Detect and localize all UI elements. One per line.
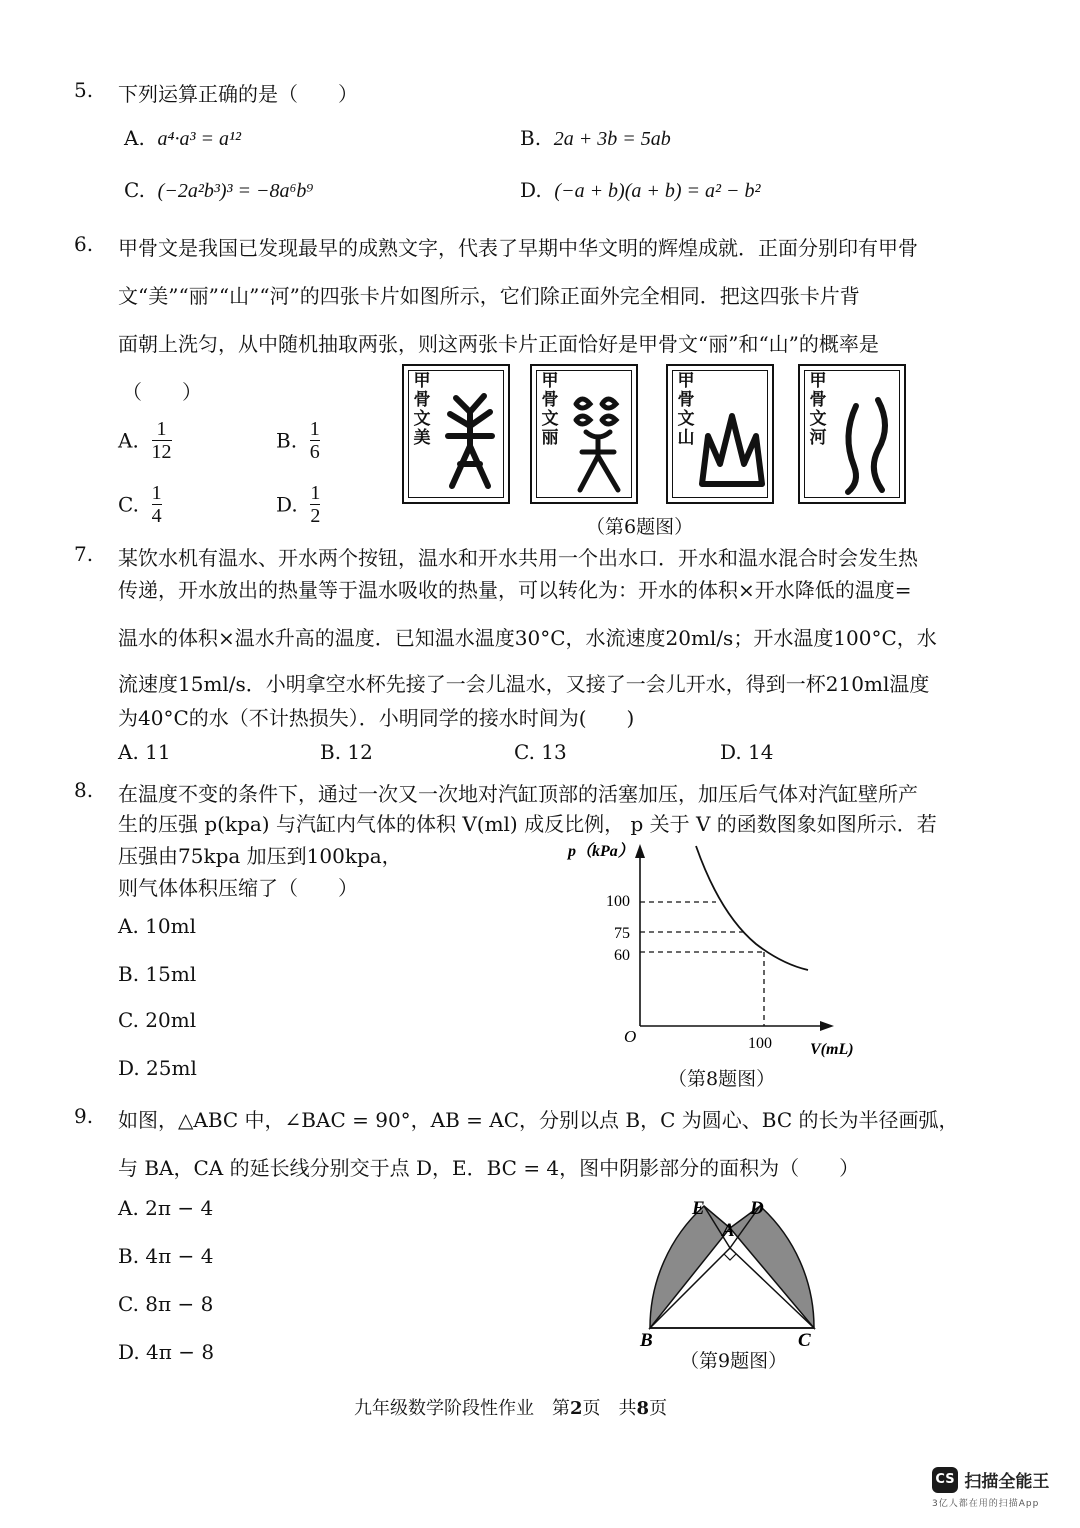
q7-option-d: D. 14 xyxy=(720,740,774,764)
q9-label-a: A xyxy=(722,1220,735,1241)
q6-option-d-numerator: 1 xyxy=(310,482,321,504)
footer-page-number: 2 xyxy=(570,1398,583,1419)
q9-line-2: 与 BA，CA 的延长线分别交于点 D，E．BC = 4，图中阴影部分的面积为（ ） xyxy=(118,1156,860,1180)
q6-option-b-denominator: 6 xyxy=(309,441,320,463)
q7-option-b: B. 12 xyxy=(320,740,373,764)
footer-text: 九年级数学阶段性作业 第 xyxy=(354,1398,570,1419)
q9-caption: （第9题图） xyxy=(680,1350,788,1372)
q7-line-4: 流速度15ml/s．小明拿空水杯先接了一会儿温水，又接了一会儿开水，得到一杯210ml温度 xyxy=(118,672,930,696)
q8-option-d: D. 25ml xyxy=(118,1056,197,1080)
q6-option-b-key: B. xyxy=(276,428,298,453)
q9-option-a: A. 2π − 4 xyxy=(118,1196,214,1220)
q8-y-label: p（kPa） xyxy=(568,843,634,860)
q8-ytick-75: 75 xyxy=(614,925,630,942)
q8-caption: （第8题图） xyxy=(668,1068,776,1090)
scanner-watermark xyxy=(932,1466,1049,1509)
q9-label-d: D xyxy=(750,1198,764,1219)
footer-total-pages: 8 xyxy=(636,1398,650,1419)
oracle-glyph-he-icon xyxy=(834,386,898,498)
q9-option-c: C. 8π − 8 xyxy=(118,1292,214,1316)
q8-option-c: C. 20ml xyxy=(118,1008,197,1032)
q6-option-b xyxy=(276,418,320,463)
q8-origin: O xyxy=(624,1027,637,1046)
q8-number: 8. xyxy=(74,778,94,802)
q9-label-c: C xyxy=(798,1330,811,1351)
oracle-card-he-label: 甲骨文河 xyxy=(809,371,827,448)
q5-option-d-key: D. xyxy=(520,178,542,202)
q5-option-a xyxy=(124,126,241,151)
q9-label-e: E xyxy=(692,1198,705,1219)
q8-line-3: 压强由75kpa 加压到100kpa， xyxy=(118,844,402,868)
q6-number: 6. xyxy=(74,232,94,256)
q9-line-1: 如图，△ABC 中，∠BAC = 90°，AB = AC，分别以点 B，C 为圆心、BC 的长为半径画弧， xyxy=(118,1108,959,1132)
q6-bracket: （ ） xyxy=(122,380,202,404)
q7-line-1: 某饮水机有温水、开水两个按钮，温水和开水共用一个出水口．开水和温水混合时会发生热 xyxy=(118,546,918,570)
q8-option-a: A. 10ml xyxy=(118,914,196,938)
q7-line-2: 传递，开水放出的热量等于温水吸收的热量，可以转化为：开水的体积×开水降低的温度= xyxy=(118,578,912,602)
watermark-name: 扫描全能王 xyxy=(964,1472,1050,1492)
q5-option-b xyxy=(520,126,671,151)
q9-number: 9. xyxy=(74,1104,94,1128)
oracle-glyph-mei-icon xyxy=(438,386,502,498)
q8-x-label: V(mL) xyxy=(810,1041,854,1058)
q6-option-b-fraction xyxy=(310,418,320,463)
q5-option-d xyxy=(520,178,761,203)
q6-option-d-key: D. xyxy=(276,492,298,517)
cs-logo-icon: CS xyxy=(932,1467,958,1493)
q7-line-3: 温水的体积×温水升高的温度．已知温水温度30°C，水流速度20ml/s；开水温度100°C，水 xyxy=(118,626,937,650)
q6-option-c-key: C. xyxy=(118,492,139,517)
q8-xtick-100: 100 xyxy=(748,1035,772,1052)
q6-line-2: 文“美”“丽”“山”“河”的四张卡片如图所示，它们除正面外完全相同．把这四张卡片背 xyxy=(118,284,860,308)
oracle-card-shan xyxy=(666,364,774,504)
q5-number: 5. xyxy=(74,78,94,102)
q8-x-arrow-icon xyxy=(820,1021,834,1031)
q6-option-c xyxy=(118,482,162,527)
q6-caption: （第6题图） xyxy=(586,516,694,538)
oracle-card-li-label: 甲骨文丽 xyxy=(541,371,559,448)
q8-ytick-60: 60 xyxy=(614,947,630,964)
q5-option-c xyxy=(124,178,313,203)
oracle-glyph-shan-icon xyxy=(698,386,766,498)
footer-end: 页 xyxy=(649,1398,668,1419)
q9-figure xyxy=(620,1192,850,1352)
q8-line-4: 则气体体积压缩了（ ） xyxy=(118,876,358,900)
watermark-slogan: 3亿人都在用的扫描App xyxy=(932,1498,1040,1509)
q8-line-1: 在温度不变的条件下，通过一次又一次地对汽缸顶部的活塞加压，加压后气体对汽缸壁所产 xyxy=(118,782,918,806)
q6-line-3: 面朝上洗匀，从中随机抽取两张，则这两张卡片正面恰好是甲骨文“丽”和“山”的概率是 xyxy=(118,332,879,356)
q5-stem: 下列运算正确的是（ ） xyxy=(118,82,358,106)
q9-label-b: B xyxy=(640,1330,653,1351)
footer-mid: 页 共 xyxy=(582,1398,637,1419)
q5-option-a-text: a⁴·a³ = a¹² xyxy=(157,128,241,150)
q6-option-c-numerator: 1 xyxy=(151,482,162,504)
q5-option-c-text: (−2a²b³)³ = −8a⁶b⁹ xyxy=(157,180,314,202)
oracle-glyph-li-icon xyxy=(566,386,630,498)
q6-option-a-key: A. xyxy=(118,428,139,453)
oracle-card-shan-label: 甲骨文山 xyxy=(677,371,695,448)
q7-line-5: 为40°C的水（不计热损失）．小明同学的接水时间为( ) xyxy=(118,706,635,730)
oracle-card-mei xyxy=(402,364,510,504)
q6-option-c-fraction xyxy=(152,482,162,527)
q7-number: 7. xyxy=(74,542,94,566)
q9-option-b: B. 4π − 4 xyxy=(118,1244,214,1268)
oracle-card-li xyxy=(530,364,638,504)
q5-option-b-text: 2a + 3b = 5ab xyxy=(553,128,671,150)
q6-option-d xyxy=(276,482,320,527)
oracle-card-he xyxy=(798,364,906,504)
q9-option-d: D. 4π − 8 xyxy=(118,1340,215,1364)
q8-line-2: 生的压强 p(kpa) 与汽缸内气体的体积 V(ml) 成反比例， p 关于 V 的函数图象如图所示．若 xyxy=(118,812,937,836)
q8-y-arrow-icon xyxy=(635,844,645,858)
q6-option-a xyxy=(118,418,172,463)
q6-line-1: 甲骨文是我国已发现最早的成熟文字，代表了早期中华文明的辉煌成就．正面分别印有甲骨 xyxy=(118,236,918,260)
q8-graph xyxy=(560,836,880,1066)
q7-option-a: A. 11 xyxy=(118,740,171,764)
q5-option-b-key: B. xyxy=(520,126,542,150)
q6-option-c-denominator: 4 xyxy=(151,505,162,527)
q8-option-b: B. 15ml xyxy=(118,962,197,986)
q7-option-c: C. 13 xyxy=(514,740,567,764)
q5-option-a-key: A. xyxy=(124,126,145,150)
q6-option-d-fraction xyxy=(310,482,320,527)
q6-option-a-numerator: 1 xyxy=(156,418,167,440)
q6-option-a-fraction xyxy=(152,418,172,463)
oracle-card-mei-label: 甲骨文美 xyxy=(413,371,431,448)
q6-option-a-denominator: 12 xyxy=(151,441,172,463)
q6-option-b-numerator: 1 xyxy=(309,418,320,440)
q6-option-d-denominator: 2 xyxy=(310,505,321,527)
page-footer xyxy=(354,1394,667,1420)
q8-ytick-100: 100 xyxy=(606,893,630,910)
q5-option-c-key: C. xyxy=(124,178,145,202)
q5-option-d-text: (−a + b)(a + b) = a² − b² xyxy=(554,180,761,202)
